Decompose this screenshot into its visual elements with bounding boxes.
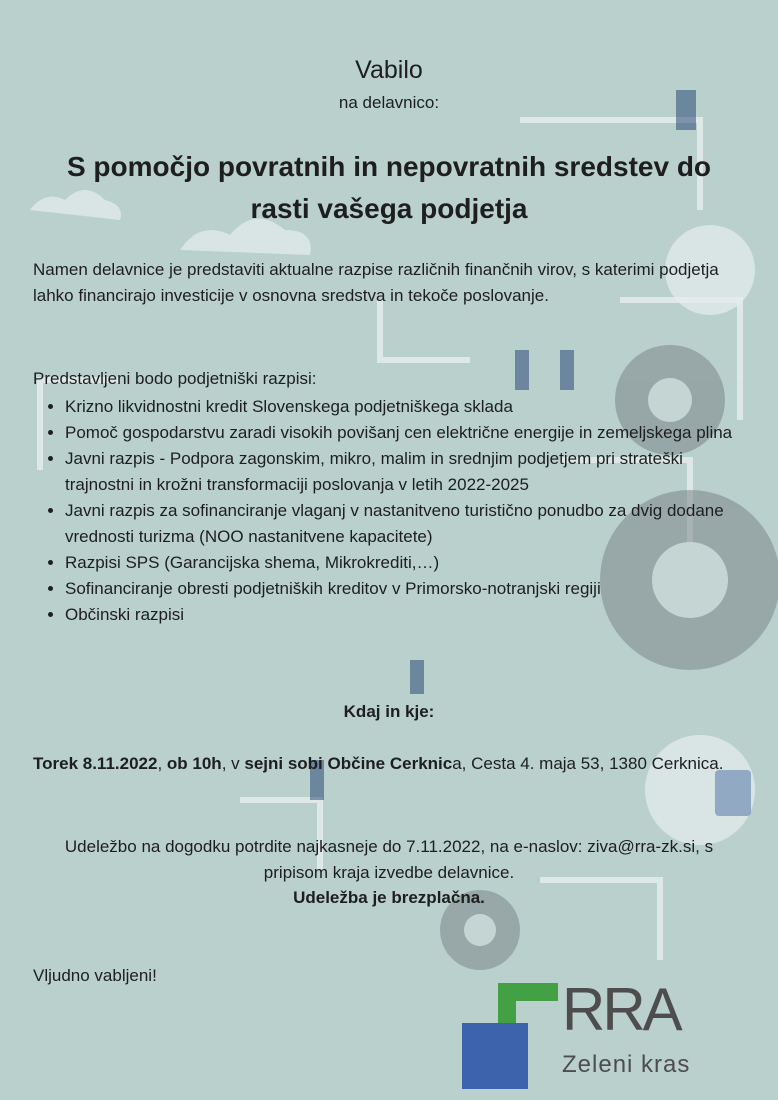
rra-logo xyxy=(462,976,732,1083)
calls-heading: Predstavljeni bodo podjetniški razpisi: xyxy=(33,369,317,388)
when-where-heading: Kdaj in kje: xyxy=(343,702,435,721)
logo-name: RRA xyxy=(562,976,680,1043)
intro-paragraph: Namen delavnice je predstaviti aktualne razpise različnih finančnih virov, s katerimi podjetja lahko financirajo investicije v osnovna sredstva in tekoče poslovanje. xyxy=(33,260,719,305)
calls-list xyxy=(33,394,745,628)
event-date: Torek 8.11.2022 xyxy=(33,754,158,773)
registration-info: Udeležbo na dogodku potrdite najkasneje do 7.11.2022, na e-naslov: ziva@rra-zk.si, s pripisom kraja izvedbe delavnice. xyxy=(64,837,714,882)
list-item: • Sofinanciranje obresti podjetniških kreditov v Primorsko-notranjski regiji xyxy=(65,576,745,602)
list-item: • Občinski razpisi xyxy=(65,602,745,628)
event-details xyxy=(33,751,751,777)
separator: , xyxy=(157,754,167,773)
workshop-title: S pomočjo povratnih in nepovratnih sredstev do rasti vašega podjetja xyxy=(66,151,712,224)
logo-subname: Zeleni kras xyxy=(562,1051,691,1078)
invitation-label: Vabilo xyxy=(355,56,423,84)
free-admission-note: Udeležba je brezplačna. xyxy=(293,888,485,907)
event-address: a, Cesta 4. maja 53, 1380 Cerknica. xyxy=(452,754,724,773)
list-item: • Javni razpis - Podpora zagonskim, mikro, malim in srednjim podjetjem pri strateški trajnostni in krožni transformaciji poslovanja v letih 2022-2025 xyxy=(65,446,745,498)
event-venue: sejni sobi Občine Cerknic xyxy=(244,754,453,773)
invitation-subtitle: na delavnico: xyxy=(338,93,440,112)
closing-line: Vljudno vabljeni! xyxy=(33,966,157,985)
list-item: • Krizno likvidnostni kredit Slovenskega podjetniškega sklada xyxy=(65,394,745,420)
logo-blue-square xyxy=(462,1023,528,1089)
list-item: • Pomoč gospodarstvu zaradi visokih povišanj cen električne energije in zemeljskega plina xyxy=(65,420,745,446)
list-item: • Razpisi SPS (Garancijska shema, Mikrokrediti,…) xyxy=(65,550,745,576)
event-time: ob 10h xyxy=(166,754,222,773)
separator: , v xyxy=(221,754,245,773)
list-item: • Javni razpis za sofinanciranje vlaganj v nastanitveno turistično ponudbo za dvig dodane vrednosti turizma (NOO nastanitvene kapacitete) xyxy=(65,498,745,550)
